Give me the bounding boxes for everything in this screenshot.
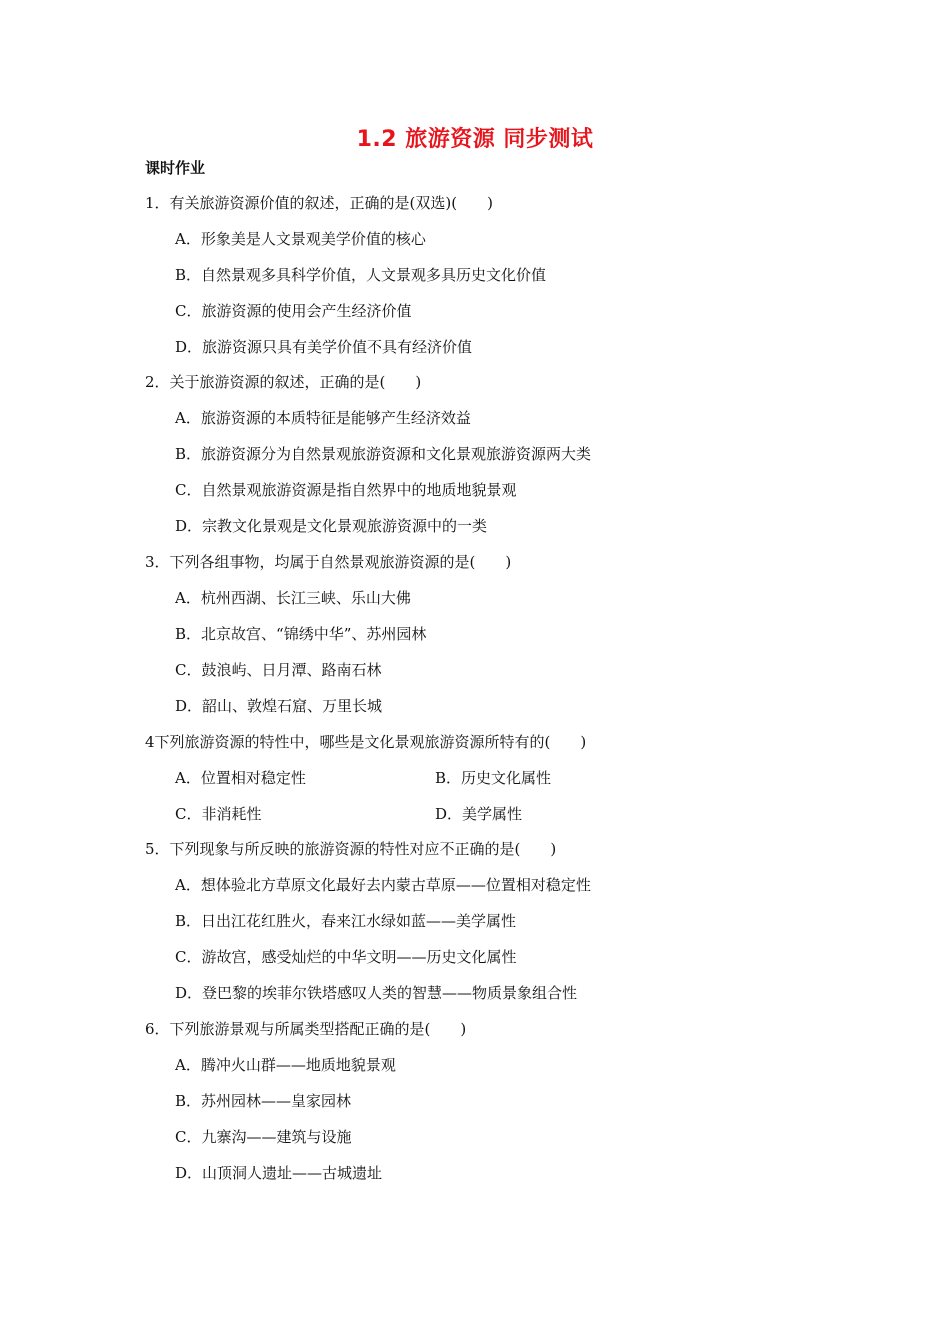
question-3-option-a: A．杭州西湖、长江三峡、乐山大佛	[175, 589, 411, 607]
section-heading: 课时作业	[145, 159, 206, 177]
question-4-option-d: D．美学属性	[435, 805, 523, 823]
question-6-option-c: C．九寨沟——建筑与设施	[175, 1128, 352, 1146]
question-3-option-b: B．北京故宫、“锦绣中华”、苏州园林	[175, 625, 427, 643]
question-6-stem: 6．下列旅游景观与所属类型搭配正确的是( )	[145, 1020, 467, 1038]
question-2-option-b: B．旅游资源分为自然景观旅游资源和文化景观旅游资源两大类	[175, 445, 592, 463]
question-3-stem: 3．下列各组事物，均属于自然景观旅游资源的是( )	[145, 553, 512, 571]
question-4-option-c: C．非消耗性	[175, 805, 262, 823]
page-title: 1.2 旅游资源 同步测试	[356, 127, 594, 152]
question-1-option-c: C．旅游资源的使用会产生经济价值	[175, 302, 412, 320]
question-2-option-c: C．自然景观旅游资源是指自然界中的地质地貌景观	[175, 481, 517, 499]
question-2-stem: 2．关于旅游资源的叙述，正确的是( )	[145, 373, 422, 391]
question-5-option-c: C．游故宫，感受灿烂的中华文明——历史文化属性	[175, 948, 517, 966]
question-5-option-b: B．日出江花红胜火，春来江水绿如蓝——美学属性	[175, 912, 517, 930]
question-5-option-d: D．登巴黎的埃菲尔铁塔感叹人类的智慧——物质景象组合性	[175, 984, 578, 1002]
question-4-option-a: A．位置相对稳定性	[175, 769, 306, 787]
question-4-stem: 4下列旅游资源的特性中，哪些是文化景观旅游资源所特有的( )	[145, 733, 587, 751]
question-1-option-b: B．自然景观多具科学价值，人文景观多具历史文化价值	[175, 266, 547, 284]
question-4-option-b: B．历史文化属性	[435, 769, 552, 787]
question-2-option-d: D．宗教文化景观是文化景观旅游资源中的一类	[175, 517, 488, 535]
question-3-option-d: D．韶山、敦煌石窟、万里长城	[175, 697, 383, 715]
question-5-option-a: A．想体验北方草原文化最好去内蒙古草原——位置相对稳定性	[175, 876, 591, 894]
question-1-option-d: D．旅游资源只具有美学价值不具有经济价值	[175, 338, 473, 356]
question-5-stem: 5．下列现象与所反映的旅游资源的特性对应不正确的是( )	[145, 840, 557, 858]
question-1-option-a: A．形象美是人文景观美学价值的核心	[175, 230, 426, 248]
question-6-option-a: A．腾冲火山群——地质地貌景观	[175, 1056, 396, 1074]
question-1-stem: 1．有关旅游资源价值的叙述，正确的是(双选)( )	[145, 194, 493, 212]
question-6-option-d: D．山顶洞人遗址——古城遗址	[175, 1164, 383, 1182]
question-2-option-a: A．旅游资源的本质特征是能够产生经济效益	[175, 409, 471, 427]
question-6-option-b: B．苏州园林——皇家园林	[175, 1092, 352, 1110]
question-3-option-c: C．鼓浪屿、日月潭、路南石林	[175, 661, 382, 679]
